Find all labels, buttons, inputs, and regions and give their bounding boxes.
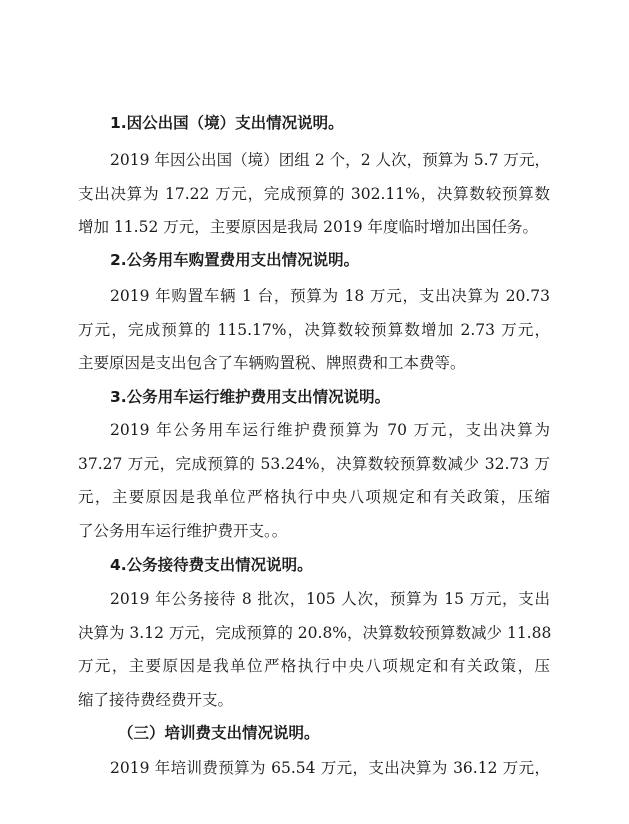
section-heading: 4.公务接待费支出情况说明。 — [110, 556, 313, 574]
paragraph-line: 了公务用车运行维护费开支。。 — [78, 522, 288, 540]
paragraph-line: 2019 年公务接待 8 批次，105 人次，预算为 15 万元，支出 — [110, 590, 550, 608]
section-heading: 2.公务用车购置费用支出情况说明。 — [110, 251, 360, 269]
paragraph-line: 增加 11.52 万元，主要原因是我局 2019 年度临时增加出国任务。 — [78, 218, 539, 236]
section-heading: 1.因公出国（境）支出情况说明。 — [110, 114, 344, 132]
paragraph-line: 2019 年培训费预算为 65.54 万元，支出决算为 36.12 万元， — [110, 759, 550, 777]
paragraph-line: 万元，主要原因是我单位严格执行中央八项规定和有关政策，压 — [78, 657, 550, 675]
paragraph-line: 万元，完成预算的 115.17%，决算数较预算数增加 2.73 万元， — [78, 321, 550, 339]
section-heading: （三）培训费支出情况说明。 — [118, 724, 320, 742]
paragraph-line: 主要原因是支出包含了车辆购置税、牌照费和工本费等。 — [78, 354, 466, 372]
paragraph-line: 缩了接待费经费开支。 — [78, 691, 234, 709]
paragraph-line: 2019 年因公出国（境）团组 2 个，2 人次，预算为 5.7 万元， — [110, 151, 550, 169]
section-heading: 3.公务用车运行维护费用支出情况说明。 — [110, 388, 391, 406]
paragraph-line: 支出决算为 17.22 万元，完成预算的 302.11%，决算数较预算数 — [78, 185, 550, 203]
paragraph-line: 元，主要原因是我单位严格执行中央八项规定和有关政策，压缩 — [78, 488, 550, 506]
paragraph-line: 37.27 万元，完成预算的 53.24%，决算数较预算数减少 32.73 万 — [78, 455, 550, 473]
paragraph-line: 2019 年公务用车运行维护费预算为 70 万元，支出决算为 — [110, 421, 550, 439]
paragraph-line: 2019 年购置车辆 1 台，预算为 18 万元，支出决算为 20.73 — [110, 287, 550, 305]
paragraph-line: 决算为 3.12 万元，完成预算的 20.8%，决算数较预算数减少 11.88 — [78, 624, 552, 642]
